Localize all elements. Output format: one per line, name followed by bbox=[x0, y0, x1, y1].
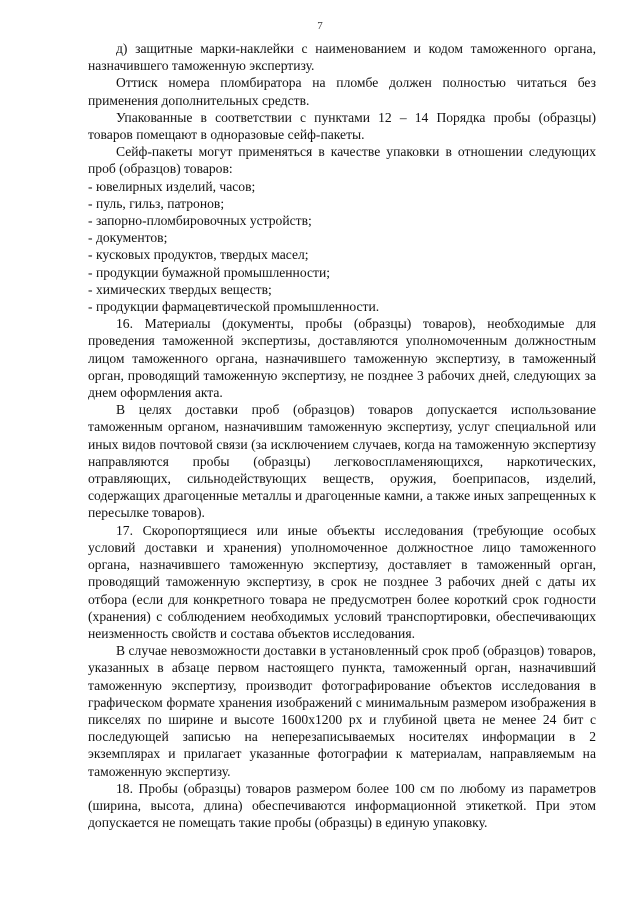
list-item: - кусковых продуктов, твердых масел; bbox=[88, 246, 596, 263]
list-item: - пуль, гильз, патронов; bbox=[88, 195, 596, 212]
paragraph-postal-delivery: В целях доставки проб (образцов) товаров допускается использование таможенным органом, назначившим таможенную экспертизу, услуг специальной или иных видов почтовой связи (за исключением случаев, когда на таможенную экспертизу направляются пробы (образцы) легковоспламеняющихся, наркотических, отравляющих, сильнодействующих веществ, оружия, боеприпасов, изделий, содержащих драгоценные металлы и драгоценные камни, а также иных запрещенных к пересылке товаров). bbox=[88, 402, 596, 521]
list-item: - продукции фармацевтической промышленности. bbox=[88, 298, 596, 315]
list-item: - ювелирных изделий, часов; bbox=[88, 178, 596, 195]
document-body bbox=[88, 40, 596, 831]
list-item: - химических твердых веществ; bbox=[88, 281, 596, 298]
paragraph-packed-samples: Упакованные в соответствии с пунктами 12 – 14 Порядка пробы (образцы) товаров помещают в одноразовые сейф-пакеты. bbox=[88, 109, 596, 143]
list-item: - запорно-пломбировочных устройств; bbox=[88, 212, 596, 229]
paragraph-item-17: 17. Скоропортящиеся или иные объекты исследования (требующие особых условий доставки и хранения) уполномоченное должностное лицо таможенного органа, назначившего таможенную экспертизу, доставляет в таможенный орган, проводящий таможенную экспертизу, в срок не позднее 3 рабочих дней с даты их отбора (если для конкретного товара не предусмотрен более короткий срок годности (хранения) с соблюдением необходимых условий транспортировки, обеспечивающих неизменность свойств и состава объектов исследования. bbox=[88, 522, 596, 641]
list-item: - продукции бумажной промышленности; bbox=[88, 264, 596, 281]
paragraph-item-16: 16. Материалы (документы, пробы (образцы) товаров), необходимые для проведения таможенной экспертизы, доставляются уполномоченным должностным лицом таможенного органа, назначившего таможенную экспертизу, в таможенный орган, проводящий таможенную экспертизу, не позднее 3 рабочих дней, следующих за днем оформления акта. bbox=[88, 316, 596, 401]
paragraph-photography: В случае невозможности доставки в установленный срок проб (образцов) товаров, указанных в абзаце первом настоящего пункта, таможенный орган, назначивший таможенную экспертизу, производит фотографирование объектов исследования в графическом формате хранения изображений с минимальным размером изображения в пикселях по ширине и высоте 1600x1200 px и глубиной цвета не менее 24 бит с последующей записью на неперезаписываемых носителях информации в 2 экземплярах и прилагает указанные фотографии к материалам, направляемым на таможенную экспертизу. bbox=[88, 643, 596, 779]
paragraph-seal-imprint: Оттиск номера пломбиратора на пломбе должен полностью читаться без применения дополнительных средств. bbox=[88, 75, 596, 108]
list-item: - документов; bbox=[88, 229, 596, 246]
paragraph-item-18: 18. Пробы (образцы) товаров размером более 100 см по любому из параметров (ширина, высота, длина) обеспечиваются информационной этикеткой. При этом допускается не помещать такие пробы (образцы) в единую упаковку. bbox=[88, 780, 596, 831]
paragraph-safe-packets: Сейф-пакеты могут применяться в качестве упаковки в отношении следующих проб (образцов) товаров: bbox=[88, 144, 596, 177]
paragraph-protective-marks: д) защитные марки-наклейки с наименованием и кодом таможенного органа, назначившего таможенную экспертизу. bbox=[88, 41, 596, 74]
page-number: 7 bbox=[317, 20, 323, 32]
sample-types-list bbox=[88, 178, 596, 316]
